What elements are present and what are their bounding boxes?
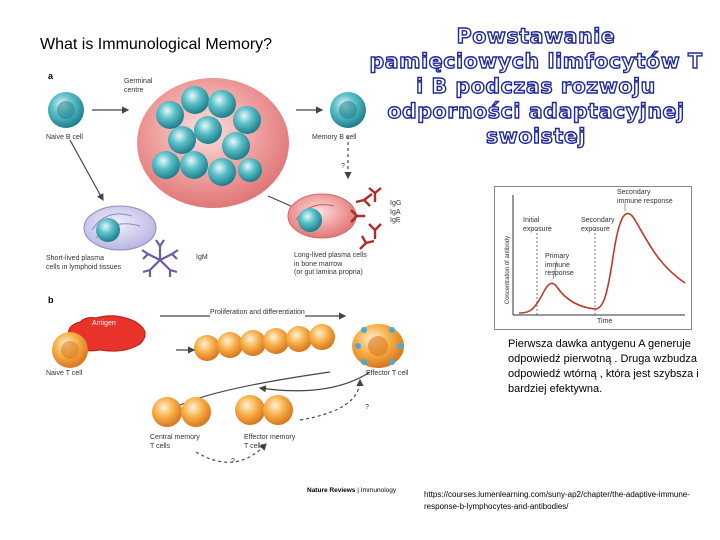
- naive-t-cell-label: Naive T cell: [46, 370, 83, 377]
- igg-iga-ige-label: IgG IgA IgE: [390, 200, 402, 224]
- question-mark-b1: ?: [365, 404, 369, 411]
- central-memory-label: Central memory T cells: [150, 434, 200, 450]
- credit-journal: Nature Reviews: [307, 487, 356, 494]
- memory-b-cell-label: Memory B cell: [312, 134, 357, 141]
- source-url[interactable]: https://courses.lumenlearning.com/suny-ap2/chapter/the-adaptive-immune-response-b-lymphocytes-and-antibodies/: [424, 490, 690, 511]
- igm-antibody: [142, 240, 178, 277]
- question-mark-a: ?: [341, 163, 345, 170]
- proliferating-t-cells: [194, 324, 335, 361]
- central-memory-t-cells: [152, 397, 211, 427]
- antibody-curve-svg: [495, 187, 691, 329]
- effector-t-cell-label: Effector T cell: [366, 370, 409, 377]
- effector-memory-t-cells: [235, 395, 293, 425]
- polish-title: Powstawanie pamięciowych limfocytów T i B podczas rozwoju odporności adaptacyjnej swoistej: [369, 24, 703, 148]
- chart-xlabel: Time: [597, 318, 613, 325]
- germinal-centre-label: Germinal centre: [124, 78, 153, 94]
- long-lived-plasma-cell: [288, 194, 356, 238]
- panel-b-letter: b: [48, 295, 54, 305]
- antibody-response-chart: [494, 186, 692, 330]
- credit-section: | Immunology: [357, 487, 397, 494]
- antigen-label: Antigen: [92, 320, 116, 327]
- germinal-centre: [137, 78, 289, 208]
- naive-b-cell: [48, 92, 84, 128]
- naive-b-cell-label: Naive B cell: [46, 134, 83, 141]
- proliferation-label: Proliferation and differentiation: [210, 309, 305, 316]
- question-mark-b2: ?: [231, 458, 235, 465]
- slide-title: What is Immunological Memory?: [40, 36, 273, 53]
- chart-ylabel: Concentration of antibody: [504, 235, 511, 305]
- figure-credit: [307, 487, 396, 494]
- igg-iga-ige-antibodies: [351, 188, 381, 249]
- short-lived-plasma-label: Short-lived plasma cells in lymphoid tissues: [46, 255, 122, 271]
- panel-a-letter: a: [48, 71, 54, 81]
- long-lived-plasma-label: Long-lived plasma cells in bone marrow (or gut lamina propria): [294, 252, 367, 276]
- memory-b-cell: [330, 92, 366, 128]
- naive-t-cell: [52, 332, 88, 368]
- initial-exposure-label: Initial exposure: [523, 217, 552, 233]
- effector-memory-label: Effector memory T cells: [244, 434, 296, 450]
- primary-response-label: Primary immune response: [545, 253, 574, 277]
- igm-label: IgM: [196, 254, 208, 261]
- secondary-exposure-label: Secondary exposure: [581, 217, 615, 233]
- description-text: Pierwsza dawka antygenu A generuje odpowiedź pierwotną . Druga wzbudza odpowiedź wtórną , która jest szybsza i bardziej efektywna.: [508, 338, 699, 395]
- effector-t-cell: [352, 324, 404, 368]
- short-lived-plasma-cell: [84, 206, 156, 250]
- secondary-response-label: Secondary immune response: [617, 189, 673, 205]
